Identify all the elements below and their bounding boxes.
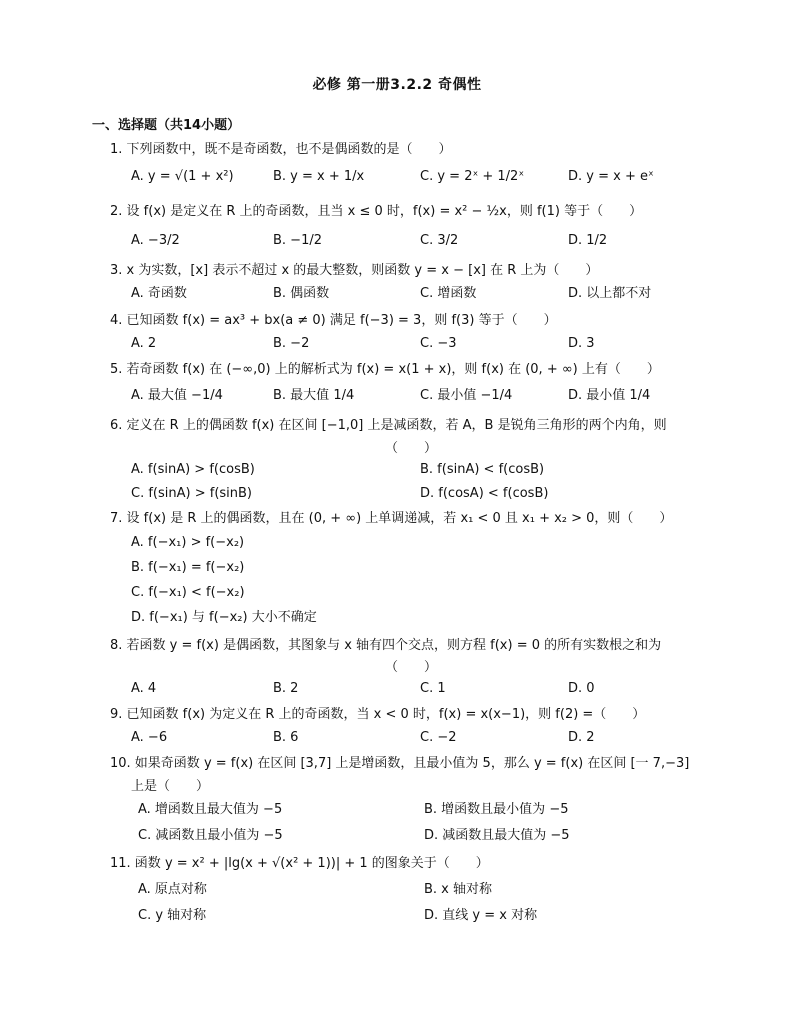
section-heading: 一、选择题（共14小题）: [92, 118, 241, 133]
question-7-option-d: D. f(−x₁) 与 f(−x₂) 大小不确定: [131, 610, 317, 625]
question-5-stem: 5. 若奇函数 f(x) 在 (−∞,0) 上的解析式为 f(x) = x(1 + x)，则 f(x) 在 (0, + ∞) 上有（ ）: [110, 362, 660, 377]
question-3-option-c: C. 增函数: [420, 286, 477, 301]
question-6-stem: 6. 定义在 R 上的偶函数 f(x) 在区间 [−1,0] 上是减函数，若 A，B 是锐角三角形的两个内角，则: [110, 418, 667, 433]
question-7-option-c: C. f(−x₁) < f(−x₂): [131, 585, 245, 600]
question-7-option-b: B. f(−x₁) = f(−x₂): [131, 560, 245, 575]
question-4-option-d: D. 3: [568, 336, 595, 351]
question-3-option-a: A. 奇函数: [131, 286, 187, 301]
question-9-option-c: C. −2: [420, 730, 457, 745]
question-4-stem: 4. 已知函数 f(x) = ax³ + bx(a ≠ 0) 满足 f(−3) = 3，则 f(3) 等于（ ）: [110, 313, 557, 328]
question-6-option-d: D. f(cosA) < f(cosB): [420, 486, 549, 501]
question-1-option-a: A. y = √(1 + x²): [131, 169, 234, 184]
question-8-stem: 8. 若函数 y = f(x) 是偶函数，其图象与 x 轴有四个交点，则方程 f(x) = 0 的所有实数根之和为: [110, 638, 662, 653]
question-8-option-d: D. 0: [568, 681, 595, 696]
question-2-option-a: A. −3/2: [131, 233, 180, 248]
question-3-stem: 3. x 为实数，[x] 表示不超过 x 的最大整数，则函数 y = x − [x] 在 R 上为（ ）: [110, 263, 599, 278]
question-10-stem-continued: 上是（ ）: [131, 779, 210, 794]
question-4-option-a: A. 2: [131, 336, 157, 351]
question-7-option-a: A. f(−x₁) > f(−x₂): [131, 535, 245, 550]
question-8-option-c: C. 1: [420, 681, 446, 696]
question-4-option-c: C. −3: [420, 336, 457, 351]
question-8-stem-continued: （ ）: [385, 660, 438, 675]
question-11-option-d: D. 直线 y = x 对称: [424, 908, 538, 923]
question-10-stem: 10. 如果奇函数 y = f(x) 在区间 [3,7] 上是增函数，且最小值为 5，那么 y = f(x) 在区间 [一 7,−3]: [110, 756, 690, 771]
question-5-option-b: B. 最大值 1/4: [273, 388, 355, 403]
question-1-option-c: C. y = 2ˣ + 1/2ˣ: [420, 169, 525, 184]
question-10-option-a: A. 增函数且最大值为 −5: [138, 802, 283, 817]
question-3-option-b: B. 偶函数: [273, 286, 330, 301]
question-7-stem: 7. 设 f(x) 是 R 上的偶函数，且在 (0, + ∞) 上单调递减，若 x₁ < 0 且 x₁ + x₂ > 0，则（ ）: [110, 511, 673, 526]
question-11-stem: 11. 函数 y = x² + |lg(x + √(x² + 1))| + 1 的图象关于（ ）: [110, 856, 489, 871]
question-6-stem-continued: （ ）: [385, 441, 438, 456]
question-2-option-d: D. 1/2: [568, 233, 608, 248]
question-8-option-a: A. 4: [131, 681, 157, 696]
question-1-option-b: B. y = x + 1/x: [273, 169, 365, 184]
question-10-option-b: B. 增函数且最小值为 −5: [424, 802, 569, 817]
question-9-option-b: B. 6: [273, 730, 299, 745]
question-11-option-c: C. y 轴对称: [138, 908, 207, 923]
question-5-option-a: A. 最大值 −1/4: [131, 388, 223, 403]
question-2-option-c: C. 3/2: [420, 233, 459, 248]
question-1-stem: 1. 下列函数中，既不是奇函数，也不是偶函数的是（ ）: [110, 142, 452, 157]
question-10-option-d: D. 减函数且最大值为 −5: [424, 828, 570, 843]
question-3-option-d: D. 以上都不对: [568, 286, 652, 301]
question-5-option-c: C. 最小值 −1/4: [420, 388, 513, 403]
question-6-option-b: B. f(sinA) < f(cosB): [420, 462, 545, 477]
question-8-option-b: B. 2: [273, 681, 299, 696]
question-9-option-d: D. 2: [568, 730, 595, 745]
document-title: 必修 第一册3.2.2 奇偶性: [312, 77, 482, 93]
question-11-option-a: A. 原点对称: [138, 882, 207, 897]
question-6-option-a: A. f(sinA) > f(cosB): [131, 462, 255, 477]
question-1-option-d: D. y = x + eˣ: [568, 169, 654, 184]
question-9-stem: 9. 已知函数 f(x) 为定义在 R 上的奇函数，当 x < 0 时，f(x) = x(x−1)，则 f(2) =（ ）: [110, 707, 646, 722]
question-6-option-c: C. f(sinA) > f(sinB): [131, 486, 252, 501]
question-11-option-b: B. x 轴对称: [424, 882, 493, 897]
question-2-option-b: B. −1/2: [273, 233, 322, 248]
question-5-option-d: D. 最小值 1/4: [568, 388, 651, 403]
question-2-stem: 2. 设 f(x) 是定义在 R 上的奇函数，且当 x ≤ 0 时，f(x) = x² − ½x，则 f(1) 等于（ ）: [110, 204, 643, 219]
question-9-option-a: A. −6: [131, 730, 168, 745]
question-4-option-b: B. −2: [273, 336, 310, 351]
question-10-option-c: C. 减函数且最小值为 −5: [138, 828, 283, 843]
